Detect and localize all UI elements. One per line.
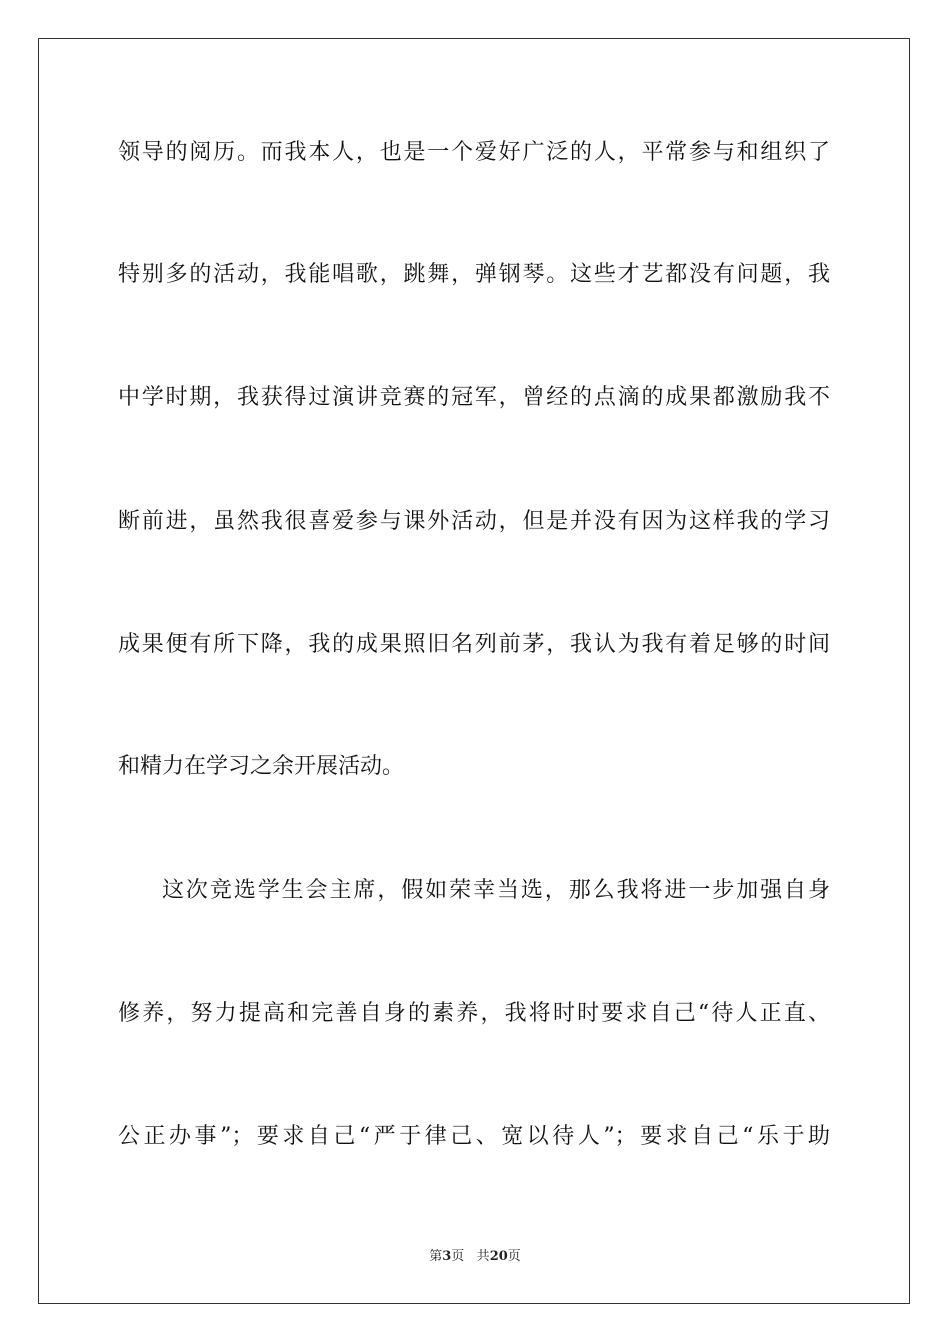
- page-border: [38, 38, 910, 1304]
- text-line: 和精力在学习之余开展活动。: [118, 754, 405, 779]
- text-line: 公正办事”；要求自己“严于律己、宽以待人”；要求自己“乐于助: [118, 1124, 830, 1149]
- text-line: 中学时期，我获得过演讲竞赛的冠军，曾经的点滴的成果都激励我不: [118, 385, 830, 410]
- page-label-suffix: 页: [451, 1249, 465, 1264]
- total-label-prefix: 共: [476, 1249, 490, 1264]
- text-line: 断前进，虽然我很喜爱参与课外活动，但是并没有因为这样我的学习: [118, 509, 830, 534]
- paragraph-first-line: 这次竞选学生会主席，假如荣幸当选，那么我将进一步加强自身: [162, 878, 830, 903]
- text-line: 特别多的活动，我能唱歌，跳舞，弹钢琴。这些才艺都没有问题，我: [118, 262, 830, 287]
- text-line: 成果便有所下降，我的成果照旧名列前茅，我认为我有着足够的时间: [118, 632, 830, 657]
- text-line: 修养，努力提高和完善自身的素养，我将时时要求自己“待人正直、: [118, 1001, 830, 1026]
- text-line: 领导的阅历。而我本人，也是一个爱好广泛的人，平常参与和组织了: [118, 140, 830, 165]
- page-label-prefix: 第: [429, 1249, 443, 1264]
- page-number: 3: [442, 1249, 452, 1264]
- total-pages: 20: [489, 1249, 508, 1264]
- total-label-suffix: 页: [507, 1249, 521, 1264]
- page-footer: [0, 1248, 950, 1266]
